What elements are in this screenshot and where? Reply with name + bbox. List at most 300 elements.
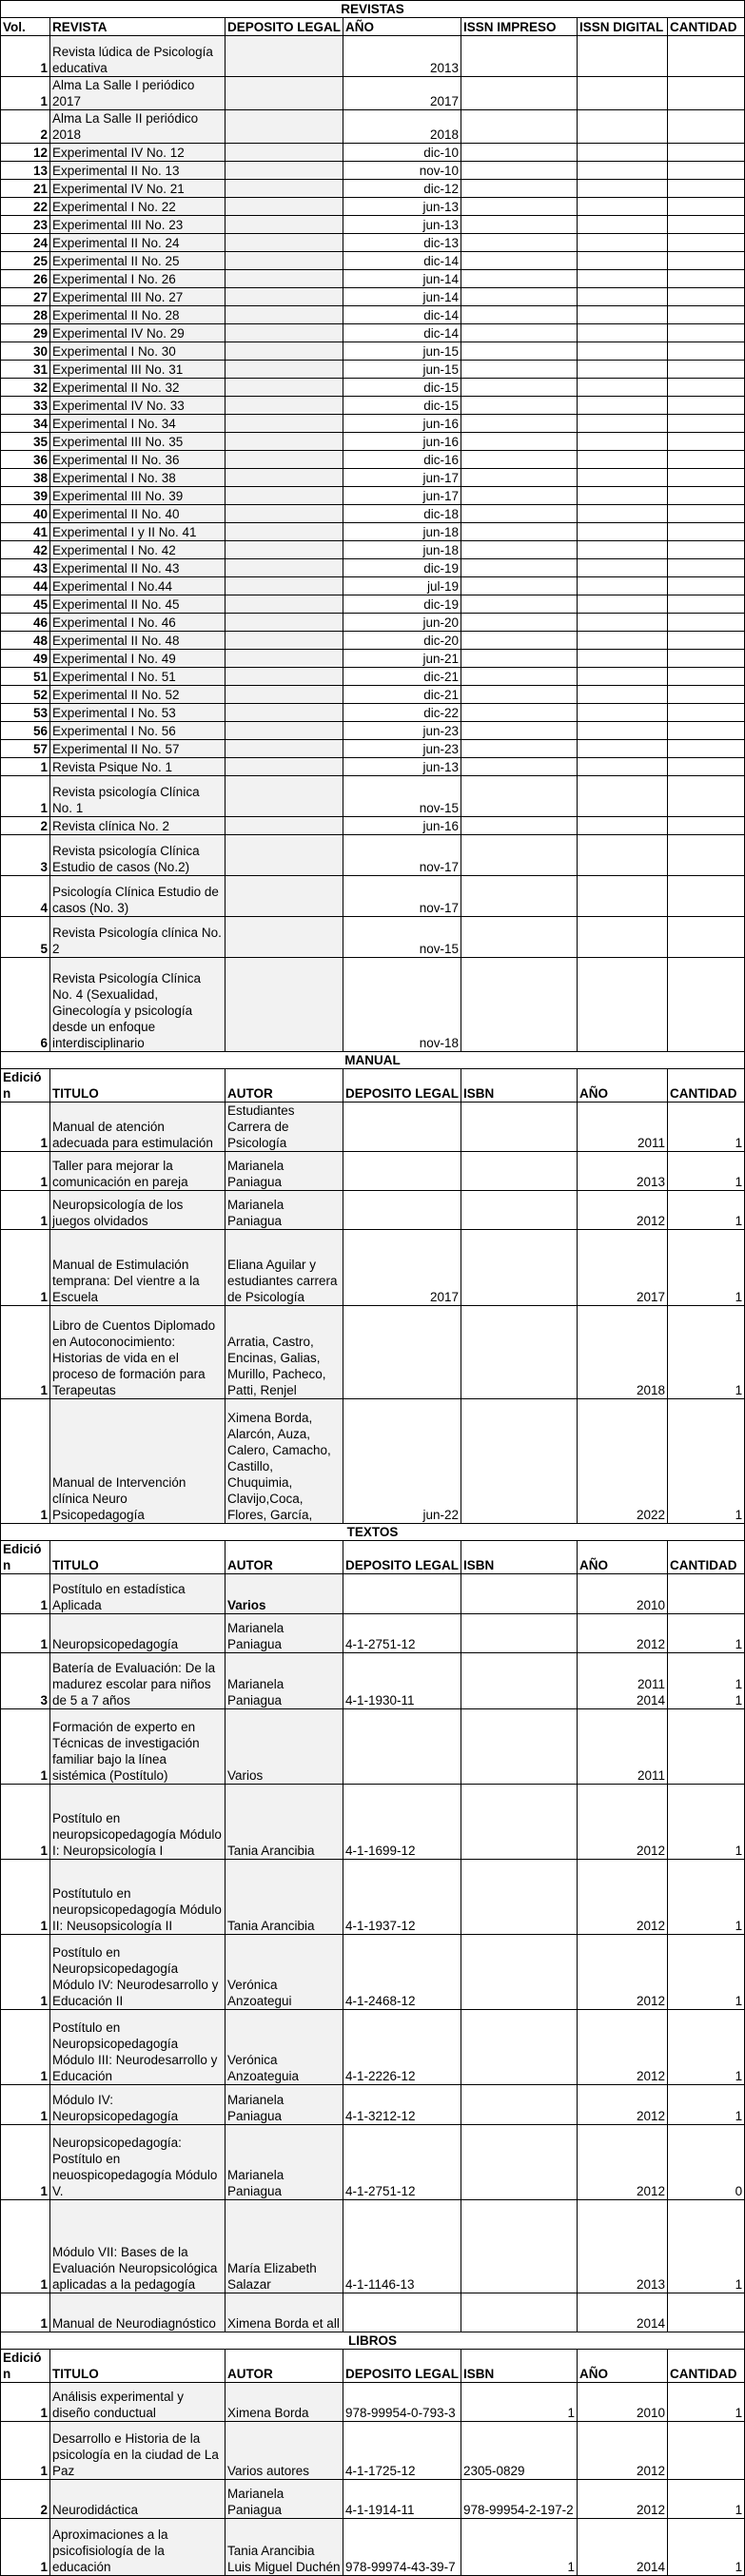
cell-col5	[461, 342, 578, 361]
cell-col3	[225, 36, 343, 77]
cell-quantity: 1	[668, 2010, 745, 2085]
cell-col5	[461, 541, 578, 559]
cell-col6	[578, 36, 668, 77]
cell-col6: 2010	[578, 2383, 668, 2422]
column-header: Edición	[1, 1541, 50, 1574]
cell-col5	[461, 397, 578, 415]
column-header: Edición	[1, 1069, 50, 1103]
cell-col6: 2012	[578, 1614, 668, 1653]
cell-quantity	[668, 198, 745, 216]
cell-col3: Marianela Paniagua	[225, 2085, 343, 2125]
cell-col5	[461, 180, 578, 198]
cell-quantity	[668, 361, 745, 379]
cell-number: 49	[1, 650, 50, 668]
cell-col3	[225, 758, 343, 776]
cell-quantity	[668, 668, 745, 686]
cell-title: Experimental IV No. 21	[50, 180, 225, 198]
cell-col5	[461, 523, 578, 541]
cell-col4: 2013	[343, 36, 461, 77]
table-row	[1, 958, 745, 1052]
table-row	[1, 1574, 745, 1614]
cell-col5	[461, 614, 578, 632]
cell-col4: dic-18	[343, 505, 461, 523]
cell-number: 1	[1, 1399, 50, 1524]
cell-number: 1	[1, 1306, 50, 1399]
cell-quantity	[668, 487, 745, 505]
cell-col4: jun-17	[343, 469, 461, 487]
cell-quantity	[668, 216, 745, 234]
cell-col5	[461, 650, 578, 668]
table-row	[1, 650, 745, 668]
cell-quantity	[668, 180, 745, 198]
cell-col3: Tania Arancibia Luis Miguel Duchén	[225, 2519, 343, 2576]
column-header: DEPOSITO LEGAL	[225, 18, 343, 36]
cell-number: 1	[1, 1785, 50, 1860]
cell-col5	[461, 324, 578, 342]
cell-col3: Marianela Paniagua	[225, 1191, 343, 1230]
table-row	[1, 614, 745, 632]
cell-col5	[461, 1935, 578, 2010]
cell-title: Revista Psicología Clínica No. 4 (Sexualidad, Ginecología y psicología desde un enfoque interdisciplinario	[50, 958, 225, 1052]
cell-number: 13	[1, 162, 50, 180]
cell-col6	[578, 144, 668, 162]
cell-col5	[461, 379, 578, 397]
cell-col6	[578, 77, 668, 110]
cell-col6	[578, 342, 668, 361]
table-row	[1, 324, 745, 342]
cell-number: 1	[1, 1191, 50, 1230]
cell-col4: jun-17	[343, 487, 461, 505]
cell-col4: nov-17	[343, 835, 461, 876]
table-row	[1, 817, 745, 835]
cell-col5	[461, 216, 578, 234]
cell-number: 1	[1, 1935, 50, 2010]
cell-col5	[461, 1103, 578, 1152]
column-header: Edición	[1, 2350, 50, 2383]
cell-col4: dic-19	[343, 595, 461, 614]
cell-col4: dic-13	[343, 234, 461, 252]
cell-title: Desarrollo e Historia de la psicología en la ciudad de La Paz	[50, 2422, 225, 2480]
cell-quantity: 1	[668, 1399, 745, 1524]
table-row	[1, 2010, 745, 2085]
cell-number: 2	[1, 110, 50, 144]
cell-title: Experimental II No. 28	[50, 306, 225, 324]
cell-col5	[461, 776, 578, 817]
section-title-revistas: REVISTAS	[1, 1, 745, 18]
cell-number: 1	[1, 758, 50, 776]
cell-col6	[578, 559, 668, 577]
table-row	[1, 451, 745, 469]
cell-quantity	[668, 505, 745, 523]
cell-col3	[225, 198, 343, 216]
cell-col6	[578, 306, 668, 324]
cell-col5	[461, 2293, 578, 2332]
cell-col3	[225, 110, 343, 144]
cell-col4: nov-18	[343, 958, 461, 1052]
cell-col6	[578, 379, 668, 397]
cell-number: 3	[1, 835, 50, 876]
cell-col6	[578, 397, 668, 415]
cell-col5	[461, 632, 578, 650]
cell-col6	[578, 917, 668, 958]
table-row	[1, 2293, 745, 2332]
cell-col6	[578, 758, 668, 776]
table-row	[1, 1614, 745, 1653]
cell-col6	[578, 541, 668, 559]
cell-col6	[578, 835, 668, 876]
cell-title: Módulo IV: Neuropsicopedagogía	[50, 2085, 225, 2125]
cell-col4: jun-16	[343, 817, 461, 835]
cell-col5: 1	[461, 2383, 578, 2422]
cell-col5	[461, 817, 578, 835]
section-title-textos: TEXTOS	[1, 1524, 745, 1541]
cell-number: 30	[1, 342, 50, 361]
cell-quantity	[668, 451, 745, 469]
cell-col6: 2014	[578, 2293, 668, 2332]
cell-col4: jun-22	[343, 1399, 461, 1524]
cell-number: 22	[1, 198, 50, 216]
cell-col4: 4-1-1930-11	[343, 1653, 461, 1709]
cell-col4	[343, 1152, 461, 1191]
cell-quantity: 1	[668, 1860, 745, 1935]
cell-col4: jun-15	[343, 342, 461, 361]
cell-title: Experimental II No. 24	[50, 234, 225, 252]
cell-col4: dic-14	[343, 306, 461, 324]
cell-col6	[578, 216, 668, 234]
cell-quantity	[668, 415, 745, 433]
column-header: DEPOSITO LEGAL	[343, 1069, 461, 1103]
cell-col4	[343, 1191, 461, 1230]
cell-title: Experimental II No. 57	[50, 740, 225, 758]
cell-col4: 4-1-3212-12	[343, 2085, 461, 2125]
cell-col3	[225, 835, 343, 876]
cell-number: 36	[1, 451, 50, 469]
table-row	[1, 415, 745, 433]
cell-number: 1	[1, 2125, 50, 2200]
cell-title: Experimental I No. 38	[50, 469, 225, 487]
table-row	[1, 668, 745, 686]
table-row	[1, 2085, 745, 2125]
column-header: ISBN	[461, 2350, 578, 2383]
cell-col4: jun-13	[343, 216, 461, 234]
cell-number: 1	[1, 1152, 50, 1191]
cell-col5	[461, 1785, 578, 1860]
cell-col3: Ximena Borda et all	[225, 2293, 343, 2332]
section-title-manual: MANUAL	[1, 1052, 745, 1069]
cell-col6	[578, 817, 668, 835]
cell-number: 1	[1, 2085, 50, 2125]
cell-col4: 4-1-1914-11	[343, 2480, 461, 2519]
cell-title: Experimental II No. 40	[50, 505, 225, 523]
column-header-row	[1, 1069, 745, 1103]
cell-title: Experimental I No. 34	[50, 415, 225, 433]
table-row	[1, 469, 745, 487]
cell-col4: dic-15	[343, 397, 461, 415]
cell-quantity: 0	[668, 2125, 745, 2200]
cell-col4: dic-14	[343, 252, 461, 270]
cell-quantity	[668, 397, 745, 415]
cell-col4: jul-19	[343, 577, 461, 595]
table-row	[1, 433, 745, 451]
cell-col3	[225, 650, 343, 668]
cell-quantity	[668, 758, 745, 776]
cell-number: 42	[1, 541, 50, 559]
cell-col6: 2013	[578, 1152, 668, 1191]
cell-col6: 2012	[578, 1785, 668, 1860]
cell-number: 34	[1, 415, 50, 433]
table-row	[1, 1860, 745, 1935]
cell-col4: 2017	[343, 77, 461, 110]
cell-col3	[225, 686, 343, 704]
cell-title: Revista lúdica de Psicología educativa	[50, 36, 225, 77]
cell-col4: 2018	[343, 110, 461, 144]
cell-col6: 2022	[578, 1399, 668, 1524]
table-row	[1, 577, 745, 595]
column-header: ISSN IMPRESO	[461, 18, 578, 36]
cell-quantity: 1	[668, 1152, 745, 1191]
cell-number: 39	[1, 487, 50, 505]
cell-col3	[225, 288, 343, 306]
cell-number: 1	[1, 1709, 50, 1785]
cell-col3: Varios autores	[225, 2422, 343, 2480]
cell-col6: 2011 2014	[578, 1653, 668, 1709]
cell-col6	[578, 577, 668, 595]
cell-col6	[578, 740, 668, 758]
cell-col4: dic-19	[343, 559, 461, 577]
cell-col6: 2010	[578, 1574, 668, 1614]
cell-quantity	[668, 77, 745, 110]
cell-col6	[578, 361, 668, 379]
table-row	[1, 704, 745, 722]
cell-col5	[461, 1614, 578, 1653]
cell-col3	[225, 397, 343, 415]
cell-col4: nov-15	[343, 776, 461, 817]
cell-quantity	[668, 144, 745, 162]
cell-quantity	[668, 306, 745, 324]
cell-col6: 2011	[578, 1103, 668, 1152]
cell-col5	[461, 505, 578, 523]
cell-title: Revista clínica No. 2	[50, 817, 225, 835]
cell-col5	[461, 1860, 578, 1935]
cell-col4	[343, 1709, 461, 1785]
cell-col5	[461, 487, 578, 505]
cell-col3	[225, 541, 343, 559]
cell-col6	[578, 876, 668, 917]
cell-col3	[225, 252, 343, 270]
cell-col3: Tania Arancibia	[225, 1785, 343, 1860]
cell-col3	[225, 595, 343, 614]
cell-col4: jun-16	[343, 415, 461, 433]
column-header: Vol.	[1, 18, 50, 36]
cell-title: Neuropsicopedagogía: Postítulo en neuospicopedagogía Módulo V.	[50, 2125, 225, 2200]
cell-col4: dic-15	[343, 379, 461, 397]
cell-col5	[461, 958, 578, 1052]
cell-col4: jun-18	[343, 541, 461, 559]
column-header: TITULO	[50, 1541, 225, 1574]
cell-col3	[225, 270, 343, 288]
cell-quantity: 1	[668, 1191, 745, 1230]
table-row	[1, 288, 745, 306]
cell-quantity: 1	[668, 1614, 745, 1653]
cell-col6	[578, 110, 668, 144]
cell-number: 23	[1, 216, 50, 234]
cell-col3	[225, 958, 343, 1052]
cell-col5	[461, 270, 578, 288]
table-row	[1, 234, 745, 252]
cell-title: Postítulo en neuropsicopedagogía Módulo I: Neuropsicología I	[50, 1785, 225, 1860]
cell-col6	[578, 162, 668, 180]
cell-col5	[461, 1152, 578, 1191]
cell-quantity	[668, 2293, 745, 2332]
cell-col6	[578, 198, 668, 216]
cell-col3	[225, 77, 343, 110]
cell-title: Experimental III No. 23	[50, 216, 225, 234]
table-row	[1, 835, 745, 876]
cell-quantity	[668, 776, 745, 817]
table-row	[1, 110, 745, 144]
cell-col6	[578, 632, 668, 650]
cell-number: 6	[1, 958, 50, 1052]
cell-title: Neuropsicología de los juegos olvidados	[50, 1191, 225, 1230]
cell-title: Alma La Salle II periódico 2018	[50, 110, 225, 144]
cell-col6	[578, 180, 668, 198]
cell-col3: Marianela Paniagua	[225, 1653, 343, 1709]
cell-quantity	[668, 433, 745, 451]
cell-col6: 2018	[578, 1306, 668, 1399]
cell-col6	[578, 270, 668, 288]
table-row	[1, 1785, 745, 1860]
cell-quantity	[668, 835, 745, 876]
cell-quantity: 1	[668, 2480, 745, 2519]
cell-col5	[461, 2085, 578, 2125]
cell-col6: 2012	[578, 1935, 668, 2010]
table-row	[1, 487, 745, 505]
table-row	[1, 523, 745, 541]
cell-col4: 4-1-2751-12	[343, 2125, 461, 2200]
cell-col5	[461, 415, 578, 433]
cell-col3	[225, 559, 343, 577]
table-row	[1, 1191, 745, 1230]
cell-number: 53	[1, 704, 50, 722]
cell-col3	[225, 776, 343, 817]
column-header: AÑO	[578, 1541, 668, 1574]
section-title-row	[1, 1, 745, 18]
cell-quantity	[668, 288, 745, 306]
cell-col3	[225, 876, 343, 917]
table-row	[1, 2422, 745, 2480]
column-header: DEPOSITO LEGAL	[343, 2350, 461, 2383]
cell-title: Alma La Salle I periódico 2017	[50, 77, 225, 110]
cell-col4: jun-23	[343, 722, 461, 740]
cell-title: Postítulo en Neuropsicopedagogía Módulo IV: Neurodesarrollo y Educación II	[50, 1935, 225, 2010]
cell-title: Experimental I No. 49	[50, 650, 225, 668]
cell-col3	[225, 451, 343, 469]
cell-col5: 1	[461, 2519, 578, 2576]
cell-col6: 2012	[578, 1191, 668, 1230]
cell-quantity	[668, 876, 745, 917]
cell-col3: Ximena Borda, Alarcón, Auza, Calero, Camacho, Castillo, Chuquimia, Clavijo,Coca, Flores, García,	[225, 1399, 343, 1524]
cell-col4: 4-1-2226-12	[343, 2010, 461, 2085]
cell-col5	[461, 2010, 578, 2085]
cell-col4: jun-16	[343, 433, 461, 451]
cell-quantity	[668, 722, 745, 740]
cell-quantity	[668, 958, 745, 1052]
cell-quantity	[668, 1574, 745, 1614]
table-row	[1, 559, 745, 577]
cell-col6	[578, 487, 668, 505]
table-row	[1, 541, 745, 559]
table-row	[1, 1230, 745, 1306]
cell-number: 48	[1, 632, 50, 650]
cell-col3	[225, 216, 343, 234]
cell-quantity: 1	[668, 1103, 745, 1152]
column-header: TITULO	[50, 2350, 225, 2383]
cell-col6	[578, 523, 668, 541]
table-row	[1, 198, 745, 216]
cell-title: Taller para mejorar la comunicación en pareja	[50, 1152, 225, 1191]
cell-title: Experimental I No.44	[50, 577, 225, 595]
table-row	[1, 180, 745, 198]
cell-col3	[225, 342, 343, 361]
cell-number: 52	[1, 686, 50, 704]
table-row	[1, 1152, 745, 1191]
cell-col3	[225, 379, 343, 397]
cell-title: Experimental I No. 56	[50, 722, 225, 740]
cell-col6	[578, 668, 668, 686]
cell-title: Experimental I No. 42	[50, 541, 225, 559]
cell-title: Postítutulo en neuropsicopedagogía Módulo II: Neusopsicología II	[50, 1860, 225, 1935]
cell-col5	[461, 1399, 578, 1524]
column-header-row	[1, 18, 745, 36]
cell-title: Experimental I y II No. 41	[50, 523, 225, 541]
cell-col3	[225, 415, 343, 433]
cell-col6: 2017	[578, 1230, 668, 1306]
cell-quantity	[668, 614, 745, 632]
cell-col5	[461, 1230, 578, 1306]
cell-col4	[343, 1574, 461, 1614]
column-header: DEPOSITO LEGAL	[343, 1541, 461, 1574]
cell-number: 29	[1, 324, 50, 342]
cell-col4: jun-21	[343, 650, 461, 668]
cell-title: Neurodidáctica	[50, 2480, 225, 2519]
cell-quantity: 1	[668, 1935, 745, 2010]
cell-col4: jun-14	[343, 270, 461, 288]
cell-number: 24	[1, 234, 50, 252]
cell-title: Manual de Estimulación temprana: Del vientre a la Escuela	[50, 1230, 225, 1306]
cell-col4: 4-1-1699-12	[343, 1785, 461, 1860]
cell-title: Experimental II No. 36	[50, 451, 225, 469]
cell-number: 1	[1, 1574, 50, 1614]
cell-col5	[461, 704, 578, 722]
column-header: AÑO	[578, 1069, 668, 1103]
cell-col4: dic-21	[343, 686, 461, 704]
cell-number: 51	[1, 668, 50, 686]
cell-col6: 2012	[578, 2085, 668, 2125]
cell-title: Revista psicología Clínica Estudio de casos (No.2)	[50, 835, 225, 876]
cell-col6: 2012	[578, 2480, 668, 2519]
cell-col4: jun-13	[343, 198, 461, 216]
section-title-libros: LIBROS	[1, 2332, 745, 2350]
section-title-row	[1, 1524, 745, 1541]
cell-number: 41	[1, 523, 50, 541]
column-header-row	[1, 1541, 745, 1574]
cell-title: Experimental II No. 25	[50, 252, 225, 270]
cell-number: 25	[1, 252, 50, 270]
table-row	[1, 1935, 745, 2010]
cell-col4: 4-1-2751-12	[343, 1614, 461, 1653]
cell-quantity	[668, 270, 745, 288]
cell-col5	[461, 559, 578, 577]
